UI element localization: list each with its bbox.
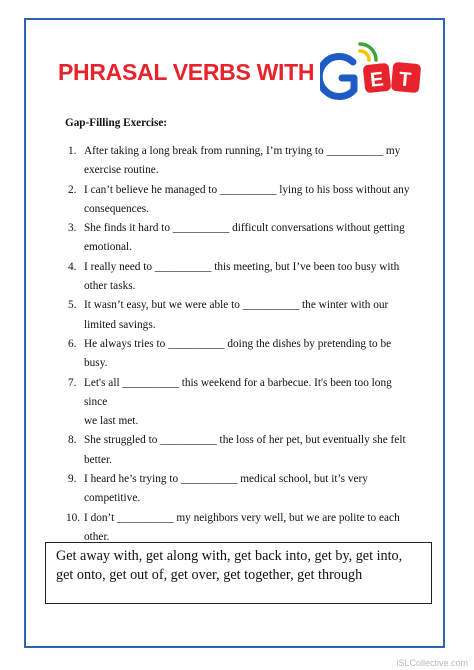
exercise-heading: Gap-Filling Exercise: <box>65 117 168 129</box>
item-number: 6. <box>68 337 77 350</box>
list-item <box>68 258 413 297</box>
get-logo <box>320 40 428 106</box>
word-bank-line: get onto, get out of, get over, get together, get through <box>56 567 363 583</box>
item-number: 10. <box>66 511 81 524</box>
list-item <box>68 374 413 432</box>
list-item <box>68 470 413 509</box>
item-text: I heard he’s trying to __________ medical school, but it’s very <box>84 473 368 486</box>
page-title: PHRASAL VERBS WITH <box>58 59 315 85</box>
list-item <box>68 296 413 335</box>
item-text: It wasn’t easy, but we were able to __________ the winter with our <box>84 299 389 312</box>
list-item <box>68 335 413 374</box>
item-text: She struggled to __________ the loss of her pet, but eventually she felt <box>84 434 406 447</box>
item-text-cont: other. <box>84 530 110 543</box>
list-item <box>68 219 413 258</box>
item-number: 5. <box>68 299 77 312</box>
list-item <box>68 181 413 220</box>
item-text-cont: better. <box>84 453 112 466</box>
item-text: Let's all __________ this weekend for a barbecue. It's been too long since <box>84 376 392 408</box>
word-bank-box <box>45 542 432 604</box>
item-text: I can’t believe he managed to __________ lying to his boss without any <box>84 183 410 196</box>
list-item <box>68 431 413 470</box>
item-text: I really need to __________ this meeting, but I’ve been too busy with <box>84 260 400 273</box>
item-number: 3. <box>68 222 77 235</box>
logo-t-letter: T <box>397 68 412 92</box>
item-number: 9. <box>68 473 77 486</box>
item-text-cont: consequences. <box>84 202 149 215</box>
exercise-list <box>68 142 413 547</box>
logo-g-letter <box>320 57 354 97</box>
item-text-cont: other tasks. <box>84 280 136 293</box>
list-item <box>68 142 413 181</box>
item-text: I don’t __________ my neighbors very well, but we are polite to each <box>84 511 400 524</box>
item-number: 8. <box>68 434 77 447</box>
item-text-cont: competitive. <box>84 492 141 505</box>
watermark: iSLCollective.com <box>396 658 468 668</box>
item-text: She finds it hard to __________ difficult conversations without getting <box>84 222 405 235</box>
item-text-cont: emotional. <box>84 241 133 254</box>
item-text-cont: limited savings. <box>84 318 156 331</box>
logo-e-letter: E <box>369 68 385 92</box>
signal-arc-1-icon <box>360 51 369 60</box>
item-number: 1. <box>68 145 77 157</box>
item-number: 4. <box>68 260 77 273</box>
item-number: 2. <box>68 183 77 196</box>
item-text-cont: we last met. <box>84 415 139 428</box>
word-bank-line: Get away with, get along with, get back into, get by, get into, <box>56 548 403 564</box>
item-number: 7. <box>68 376 77 389</box>
item-text: After taking a long break from running, I’m trying to __________ my <box>84 145 401 157</box>
item-text-cont: exercise routine. <box>84 164 159 177</box>
item-text: He always tries to __________ doing the dishes by pretending to be busy. <box>84 337 392 370</box>
